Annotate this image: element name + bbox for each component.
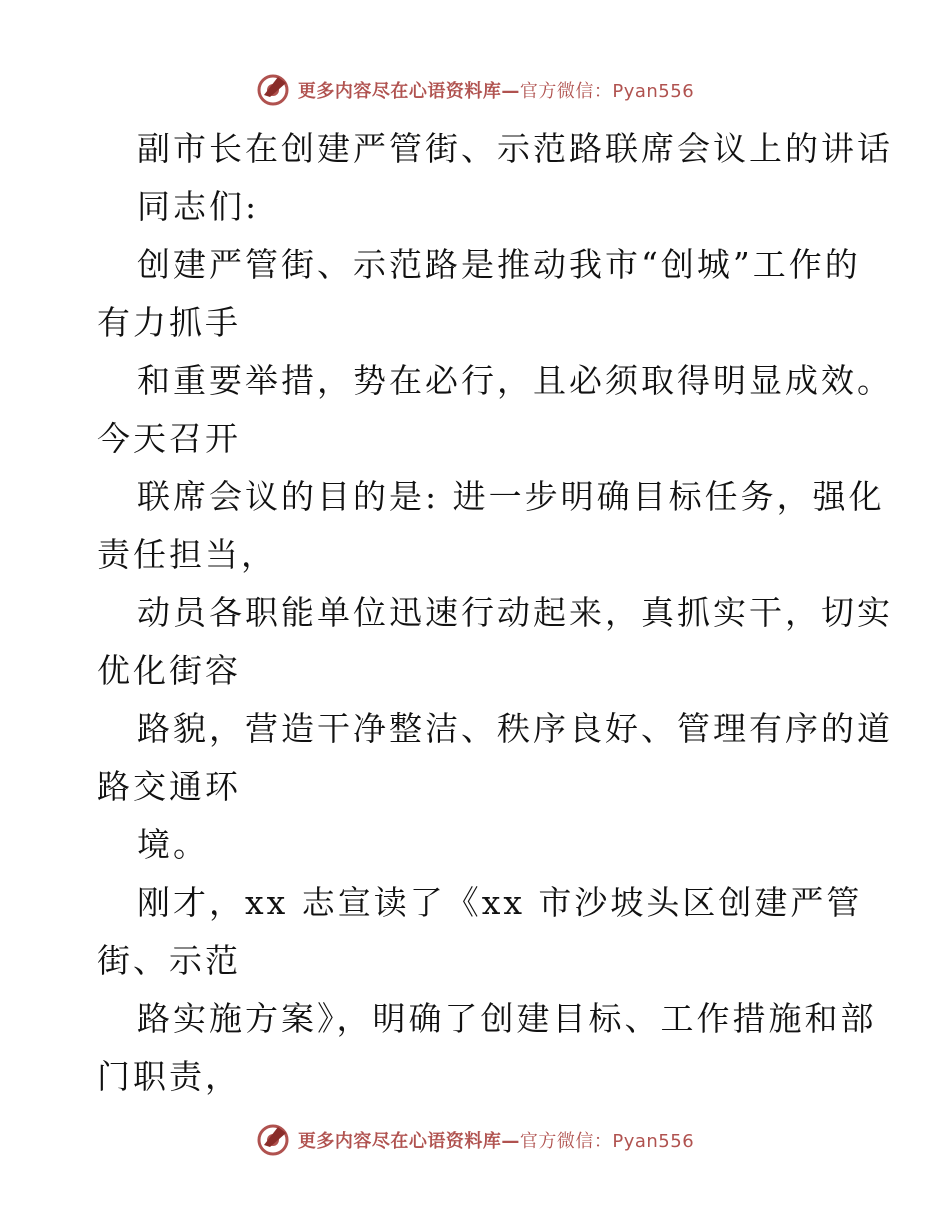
document-line: 责任担当， — [97, 535, 277, 574]
footer-watermark-banner — [0, 1120, 950, 1160]
document-line: 刚才，xx 志宣读了《xx 市沙坡头区创建严管 — [137, 883, 863, 922]
document-line: 路貌，营造干净整洁、秩序良好、管理有序的道 — [137, 709, 893, 748]
logo-icon — [256, 73, 290, 107]
document-line: 路交通环 — [97, 767, 241, 806]
document-line: 创建严管街、示范路是推动我市“创城”工作的 — [137, 245, 861, 284]
document-line: 今天召开 — [97, 419, 241, 458]
document-line: 街、示范 — [97, 941, 241, 980]
document-line: 路实施方案》，明确了创建目标、工作措施和部 — [137, 999, 877, 1038]
banner-prefix: 更多内容尽在心语资料库— — [297, 81, 520, 102]
document-line: 同志们: — [137, 187, 260, 226]
document-line: 联席会议的目的是: 进一步明确目标任务，强化 — [137, 477, 885, 516]
document-line: 境。 — [137, 825, 209, 864]
header-watermark-banner — [0, 70, 950, 110]
banner-prefix: 更多内容尽在心语资料库— — [297, 1131, 520, 1152]
banner-wechat: 官方微信：Pyan556 — [519, 1131, 695, 1152]
document-body — [97, 120, 893, 1106]
document-line: 动员各职能单位迅速行动起来，真抓实干，切实 — [137, 593, 893, 632]
banner-text — [298, 77, 694, 103]
document-line: 和重要举措，势在必行，且必须取得明显成效。 — [137, 361, 893, 400]
logo-icon — [256, 1123, 290, 1157]
banner-wechat: 官方微信：Pyan556 — [519, 81, 695, 102]
document-line: 有力抓手 — [97, 303, 241, 342]
document-line: 优化街容 — [97, 651, 241, 690]
document-line: 副市长在创建严管街、示范路联席会议上的讲话 — [137, 129, 893, 168]
document-line: 门职责， — [97, 1057, 241, 1096]
banner-text — [298, 1127, 694, 1153]
